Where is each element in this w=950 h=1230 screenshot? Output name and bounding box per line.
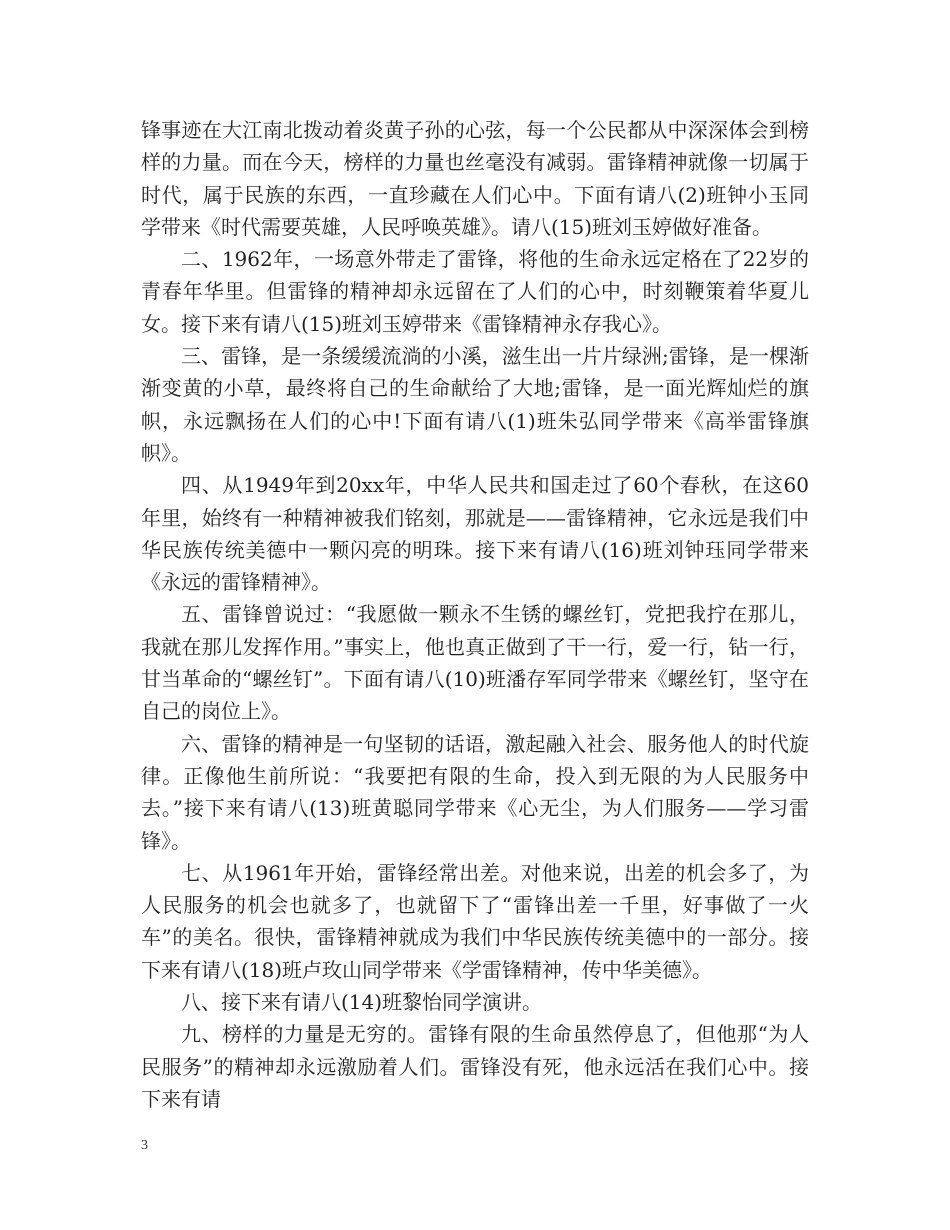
paragraph-continued: 锋事迹在大江南北拨动着炎黄子孙的心弦，每一个公民都从中深深体会到榜样的力量。而在今天，榜样的力量也丝毫没有减弱。雷锋精神就像一切属于时代，属于民族的东西，一直珍藏在人们心中。下面有请八(2)班钟小玉同学带来《时代需要英雄，人民呼唤英雄》。请八(15)班刘玉婷做好准备。 <box>141 118 809 239</box>
document-body <box>141 114 809 1115</box>
page-number: 3 <box>141 1138 148 1153</box>
paragraph-8: 八、接下来有请八(14)班黎怡同学演讲。 <box>181 990 543 1015</box>
paragraph-9: 九、榜样的力量是无穷的。雷锋有限的生命虽然停息了，但他那“为人民服务”的精神却永远激励着人们。雷锋没有死，他永远活在我们心中。接下来有请 <box>141 1022 809 1111</box>
paragraph-5: 五、雷锋曾说过：“我愿做一颗永不生锈的螺丝钉，党把我拧在那儿，我就在那儿发挥作用。”事实上，他也真正做到了干一行，爱一行，钻一行，甘当革命的“螺丝钉”。下面有请八(10)班潘存军同学带来《螺丝钉，坚守在自己的岗位上》。 <box>141 602 809 724</box>
paragraph-4: 四、从1949年到20xx年，中华人民共和国走过了60个春秋，在这60年里，始终有一种精神被我们铭刻，那就是——雷锋精神，它永远是我们中华民族传统美德中一颗闪亮的明珠。接下来有请八(16)班刘钟珏同学带来《永远的雷锋精神》。 <box>141 473 809 595</box>
paragraph-3: 三、雷锋，是一条缓缓流淌的小溪，滋生出一片片绿洲;雷锋，是一棵渐渐变黄的小草，最终将自己的生命献给了大地;雷锋，是一面光辉灿烂的旗帜，永远飘扬在人们的心中!下面有请八(1)班朱弘同学带来《高举雷锋旗帜》。 <box>141 344 809 465</box>
paragraph-6: 六、雷锋的精神是一句坚韧的话语，激起融入社会、服务他人的时代旋律。正像他生前所说：“我要把有限的生命，投入到无限的为人民服务中去。”接下来有请八(13)班黄聪同学带来《心无尘，为人们服务——学习雷锋》。 <box>141 731 809 853</box>
paragraph-7: 七、从1961年开始，雷锋经常出差。对他来说，出差的机会多了，为人民服务的机会也就多了，也就留下了“雷锋出差一千里，好事做了一火车”的美名。很快，雷锋精神就成为我们中华民族传统美德中的一部分。接下来有请八(18)班卢玫山同学带来《学雷锋精神，传中华美德》。 <box>141 860 809 982</box>
paragraph-2: 二、1962年，一场意外带走了雷锋，将他的生命永远定格在了22岁的青春年华里。但雷锋的精神却永远留在了人们的心中，时刻鞭策着华夏儿女。接下来有请八(15)班刘玉婷带来《雷锋精神永存我心》。 <box>141 247 809 336</box>
